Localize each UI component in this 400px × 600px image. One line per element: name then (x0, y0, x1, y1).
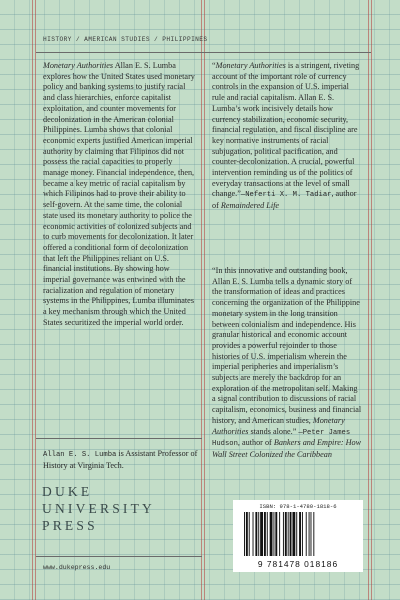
blurb1-author-book: Remaindered Life (220, 201, 280, 211)
isbn-label: ISBN: 978-1-4780-1818-6 (259, 503, 337, 510)
blurb2-author: —Peter James Hudson (212, 428, 351, 449)
category-header: HISTORY / AMERICAN STUDIES / PHILIPPINES (43, 36, 208, 43)
margin-rule-right-2 (371, 0, 372, 600)
margin-rule-middle-2 (204, 0, 205, 600)
bio-text: is Assistant Professor of History at Virginia Tech. (43, 449, 198, 470)
description-text: Allan E. S. Lumba explores how the United States used monetary policy and banking systems to justify racial and class hierarchies, enforce capitalist exploitation, and counter movements for decolonization in the American colonial Philippines. Lumba shows that colonial economic experts justified American imperial authority by claiming that Filipinos did not possess the racial capacities to properly manage money. Financial independence, then, became a key metric of racial capitalism by which Filipinos had to prove their ability to self-govern. At the same time, the colonial state used its monetary authority to police the economic activities of colonized subjects and to curb movements for decolonization. It later offered a conditional form of decolonization that left the Philippines reliant on U.S. financial institutions. By showing how imperial governance was entwined with the racialization and regulation of monetary systems in the Philippines, Lumba illuminates a key mechanism through which the United States securitized the imperial world order. (43, 61, 195, 327)
blurb2-text-end: stands alone.” (248, 426, 297, 436)
endorsement-1 (212, 61, 362, 212)
book-description (43, 61, 198, 329)
blurb1-text: is a stringent, riveting account of the important role of currency controls in the expansion of U.S. imperial rule and racial capitalism. Allan E. S. Lumba’s work incisively details how currency stabilization, economic security, financial regulation, and fiscal discipline are key normative instruments of racial subjugation, political pacification, and counter-decolonization. A crucial, powerful intervention reminding us of the politics of everyday transactions at the level of small change.” (212, 61, 360, 199)
blurb2-author-book: Bankers and Empire: How Wall Street Colonized the Caribbean (212, 438, 362, 459)
blurb1-author-prefix: , author of (212, 189, 357, 211)
bio-author-name: Allan E. S. Lumba (43, 451, 117, 459)
blurb1-open-quote: “ (212, 61, 216, 70)
barcode-number: 9 781478 018186 (257, 559, 339, 569)
publisher-line-1: DUKE (42, 484, 93, 499)
margin-rule-middle-1 (201, 0, 202, 600)
blurb1-author: —Neferti X. M. Tadiar (240, 191, 332, 200)
margin-rule-left-1 (32, 0, 33, 600)
blurb2-book-title: Monetary Authorities (212, 415, 345, 436)
publisher-url: www.dukepress.edu (43, 564, 111, 571)
publisher-line-2: UNIVERSITY (42, 501, 155, 516)
margin-rule-left-2 (35, 0, 36, 600)
description-rule (36, 438, 202, 439)
margin-rule-right-1 (368, 0, 369, 600)
header-rule (36, 52, 371, 53)
barcode-panel (233, 500, 363, 572)
publisher-logo (42, 483, 155, 534)
publisher-rule (36, 556, 202, 557)
blurb1-book-title: Monetary Authorities (215, 61, 286, 70)
publisher-line-3: PRESS (42, 518, 98, 533)
description-book-title: Monetary Authorities (43, 61, 114, 70)
blurb2-text: “In this innovative and outstanding book, Allan E. S. Lumba tells a dynamic story of the transformation of ideas and practices concerning the organization of the Philippine monetary system in the long transition between colonialism and independence. His granular historical and economic account provides a powerful rejoinder to those histories of U.S. imperialism wherein the imperial peripheries and imperialism’s subjects are merely the backdrop for an exploration of the metropolitan self. Making a signal contribution to discussions of racial capitalism, economics, business and financial history, and American studies, (212, 266, 362, 425)
barcode-icon (243, 512, 353, 556)
blurb2-author-prefix: , author of (237, 438, 274, 448)
author-bio (43, 449, 198, 471)
endorsement-2 (212, 266, 362, 461)
